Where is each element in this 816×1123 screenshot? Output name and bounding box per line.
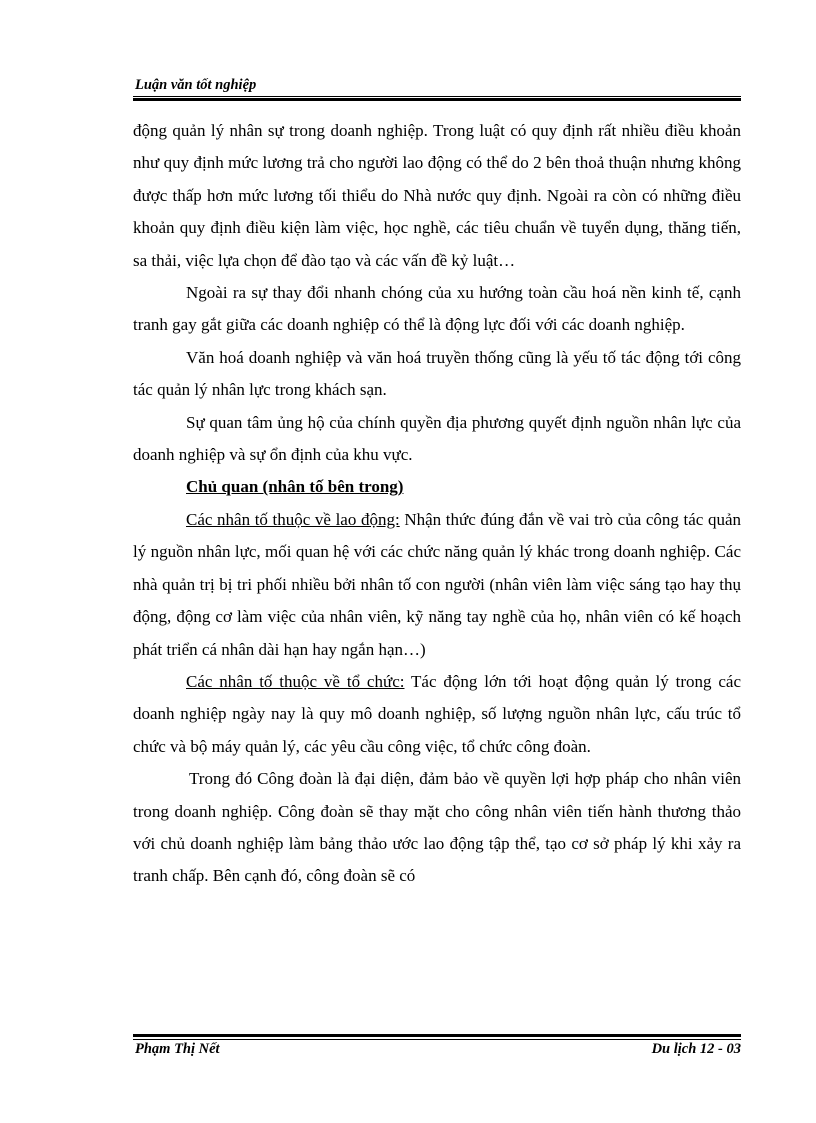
header-rule-thick xyxy=(133,98,741,101)
section-heading xyxy=(133,471,741,503)
paragraph-2: Ngoài ra sự thay đổi nhanh chóng của xu hướng toàn cầu hoá nền kinh tế, cạnh tranh gay gắt giữa các doanh nghiệp có thể là động lực đối với các doanh nghiệp. xyxy=(133,283,741,335)
header-rule xyxy=(133,96,741,97)
footer-class: Du lịch 12 - 03 xyxy=(651,1041,741,1057)
header-title: Luận văn tốt nghiệp xyxy=(135,77,257,93)
paragraph-7: Trong đó Công đoàn là đại diện, đảm bảo về quyền lợi hợp pháp cho nhân viên trong doanh nghiệp. Công đoàn sẽ thay mặt cho công nhân viên tiến hành thương thảo với chủ doanh nghiệp làm bảng thảo ước lao động tập thể, tạo cơ sở pháp lý khi xảy ra tranh chấp. Bên cạnh đó, công đoàn sẽ có xyxy=(133,769,741,886)
paragraph-1: động quản lý nhân sự trong doanh nghiệp. Trong luật có quy định rất nhiều điều khoản như quy định mức lương trả cho người lao động có thể do 2 bên thoả thuận nhưng không được thấp hơn mức lương tối thiểu do Nhà nước quy định. Ngoài ra còn có những điều khoản quy định điều kiện làm việc, học nghề, các tiêu chuẩn về tuyển dụng, thăng tiến, sa thải, việc lựa chọn để đào tạo và các vấn đề kỷ luật… xyxy=(133,121,741,270)
section-heading-text: Chủ quan (nhân tố bên trong) xyxy=(186,477,404,497)
footer-author: Phạm Thị Nết xyxy=(135,1041,220,1057)
paragraph-6 xyxy=(133,666,741,763)
paragraph-3: Văn hoá doanh nghiệp và văn hoá truyền thống cũng là yếu tố tác động tới công tác quản lý nhân lực trong khách sạn. xyxy=(133,347,741,400)
paragraph-6-text: Tác động lớn tới hoạt động quản lý trong các doanh nghiệp ngày nay là quy mô doanh nghiệp, số lượng nguồn nhân lực, cấu trúc tổ chức và bộ máy quản lý, các yêu cầu công việc, tổ chức công đoàn. xyxy=(133,671,742,756)
document-body xyxy=(133,115,741,893)
paragraph-5 xyxy=(133,504,741,666)
paragraph-6-label: Các nhân tố thuộc về tổ chức: xyxy=(186,671,405,691)
paragraph-4: Sự quan tâm ủng hộ của chính quyền địa phương quyết định nguồn nhân lực của doanh nghiệp và sự ổn định của khu vực. xyxy=(133,412,741,465)
footer-rule xyxy=(133,1039,741,1040)
footer-rule-thick xyxy=(133,1034,741,1037)
paragraph-5-label: Các nhân tố thuộc về lao động: xyxy=(186,509,400,529)
paragraph-5-text: Nhận thức đúng đắn về vai trò của công tác quản lý nguồn nhân lực, mối quan hệ với các chức năng quản lý khác trong doanh nghiệp. Các nhà quản trị bị tri phối nhiều bởi nhân tố con người (nhân viên làm việc sáng tạo hay thụ động, động cơ làm việc của nhân viên, kỹ năng tay nghề của họ, nhân viên có kế hoạch phát triển cá nhân dài hạn hay ngắn hạn…) xyxy=(133,509,742,659)
